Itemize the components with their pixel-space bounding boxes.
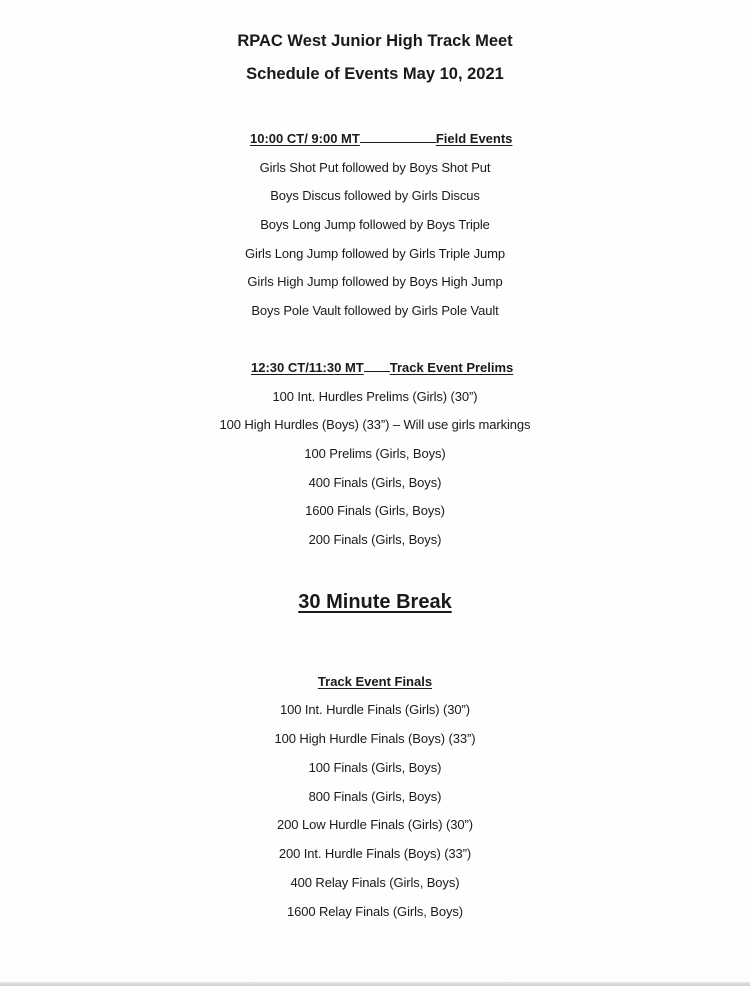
header-rule bbox=[364, 370, 390, 372]
list-item: 400 Relay Finals (Girls, Boys) bbox=[290, 875, 460, 890]
list-item: Boys Discus followed by Girls Discus bbox=[270, 188, 480, 203]
page-bottom-edge bbox=[0, 982, 750, 986]
field-events-label: Field Events bbox=[435, 131, 513, 146]
document-title: RPAC West Junior High Track Meet bbox=[237, 32, 513, 50]
list-item: 1600 Relay Finals (Girls, Boys) bbox=[286, 904, 464, 919]
list-item: 200 Finals (Girls, Boys) bbox=[308, 532, 442, 547]
list-item: 100 Finals (Girls, Boys) bbox=[308, 760, 442, 775]
break-heading: 30 Minute Break bbox=[298, 591, 452, 613]
track-prelims-time: 12:30 CT/11:30 MT bbox=[251, 360, 364, 375]
list-item: 200 Low Hurdle Finals (Girls) (30”) bbox=[277, 817, 473, 832]
list-item: Girls High Jump followed by Boys High Jump bbox=[247, 274, 503, 289]
field-events-time: 10:00 CT/ 9:00 MT bbox=[250, 131, 360, 146]
break-heading-row bbox=[0, 592, 750, 612]
track-finals-label: Track Event Finals bbox=[317, 674, 433, 689]
list-item: 100 Prelims (Girls, Boys) bbox=[304, 446, 446, 461]
list-item: 100 Int. Hurdles Prelims (Girls) (30”) bbox=[272, 389, 478, 404]
list-item: Girls Shot Put followed by Boys Shot Put bbox=[259, 160, 491, 175]
list-item: 100 Int. Hurdle Finals (Girls) (30”) bbox=[279, 702, 470, 717]
list-item: 200 Int. Hurdle Finals (Boys) (33”) bbox=[278, 846, 472, 861]
list-item: Boys Pole Vault followed by Girls Pole Vault bbox=[251, 303, 499, 318]
field-events-header bbox=[250, 132, 512, 145]
list-item: 100 High Hurdle Finals (Boys) (33”) bbox=[274, 731, 476, 746]
document-subtitle: Schedule of Events May 10, 2021 bbox=[246, 65, 504, 83]
track-finals-header bbox=[0, 674, 750, 690]
list-item: 1600 Finals (Girls, Boys) bbox=[305, 503, 445, 518]
header-rule bbox=[360, 141, 436, 143]
list-item: 800 Finals (Girls, Boys) bbox=[308, 789, 442, 804]
track-prelims-label: Track Event Prelims bbox=[389, 360, 514, 375]
track-prelims-header bbox=[251, 361, 513, 374]
list-item: Boys Long Jump followed by Boys Triple bbox=[260, 217, 490, 232]
list-item: Girls Long Jump followed by Girls Triple Jump bbox=[245, 246, 505, 261]
list-item: 400 Finals (Girls, Boys) bbox=[308, 475, 442, 490]
list-item: 100 High Hurdles (Boys) (33”) – Will use girls markings bbox=[219, 417, 531, 432]
